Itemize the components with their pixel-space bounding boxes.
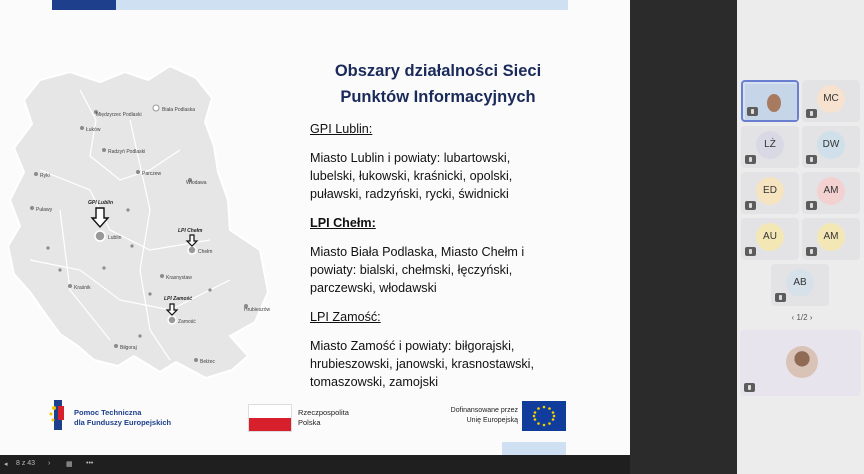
logo-text-line: Unię Europejską xyxy=(466,417,518,424)
mic-muted-icon xyxy=(806,201,817,210)
eu-flag-icon xyxy=(522,401,566,431)
town-label-radzyn: Radzyń Podlaski xyxy=(108,149,146,155)
avatar: AM xyxy=(817,177,845,205)
previous-slide-icon[interactable]: ◂ xyxy=(4,461,8,468)
slide-header-bar-light xyxy=(116,0,568,10)
mic-muted-icon xyxy=(806,155,817,164)
town-label-chelm: Chełm xyxy=(198,249,213,255)
participant-tile[interactable] xyxy=(741,172,799,214)
slide-title xyxy=(300,58,576,110)
section-header-lpi-zamosc: LPI Zamość: xyxy=(310,310,381,324)
logo-text-line: Polska xyxy=(298,418,321,427)
town-label-zamosc: Zamość xyxy=(178,319,196,325)
section-text-gpi-lublin xyxy=(310,149,570,203)
mic-muted-icon xyxy=(806,109,817,118)
avatar: ED xyxy=(756,177,784,205)
section-text-lpi-zamosc xyxy=(310,337,570,391)
mic-muted-icon xyxy=(745,201,756,210)
eu-funding-text xyxy=(434,406,518,426)
text-line: Miasto Lublin i powiaty: lubartowski, xyxy=(310,151,511,165)
participant-tile[interactable] xyxy=(802,126,860,168)
participant-tile[interactable] xyxy=(741,218,799,260)
slide-title-line1: Obszary działalności Sieci xyxy=(334,62,542,80)
town-label-lukow: Łuków xyxy=(86,127,101,133)
town-label-bilgoraj: Biłgoraj xyxy=(120,345,137,351)
pomoc-techniczna-text xyxy=(74,408,171,428)
town-dot-bilgoraj xyxy=(114,344,118,348)
callout-lpi-zamosc: LPI Zamość xyxy=(164,296,193,302)
mic-muted-icon xyxy=(747,107,758,116)
logo-text-line: Rzeczpospolita xyxy=(298,408,349,417)
town-label-miedzyrzec: Międzyrzec Podlaski xyxy=(96,112,142,118)
slide-content xyxy=(310,120,570,402)
avatar: AU xyxy=(756,223,784,251)
section-header-lpi-chelm: LPI Chełm: xyxy=(310,216,376,230)
participant-tile[interactable] xyxy=(802,218,860,260)
town-dot-chelm xyxy=(188,246,196,254)
town-dot-lublin xyxy=(95,231,105,241)
mic-muted-icon xyxy=(806,247,817,256)
mic-muted-icon xyxy=(745,155,756,164)
slide-title-line2: Punktów Informacyjnych xyxy=(340,88,536,106)
town-label-pulawy: Puławy xyxy=(36,207,53,213)
logo-text-line: dla Funduszy Europejskich xyxy=(74,418,172,427)
avatar: AB xyxy=(786,269,814,297)
pomoc-techniczna-logo xyxy=(48,398,70,432)
section-header-gpi-lublin: GPI Lublin: xyxy=(310,122,373,136)
town-dot-krasnik xyxy=(68,284,72,288)
text-line: parczewski, włodawski xyxy=(310,281,437,295)
logo-text-line: Dofinansowane przez xyxy=(450,407,518,414)
town-dot-ryki xyxy=(34,172,38,176)
town-dot-parczew xyxy=(136,170,140,174)
avatar: LŻ xyxy=(756,131,784,159)
text-line: puławski, radzyński, rycki, świdnicki xyxy=(310,187,509,201)
section-text-lpi-chelm xyxy=(310,243,570,297)
pager-next-icon[interactable]: › xyxy=(809,313,813,322)
mic-muted-icon xyxy=(745,247,756,256)
pager-label: 1/2 xyxy=(796,313,808,322)
town-dot-krasnystaw xyxy=(160,274,164,278)
avatar: DW xyxy=(817,131,845,159)
self-camera-thumbnail xyxy=(786,346,818,378)
polish-flag-icon xyxy=(248,404,292,432)
next-slide-icon[interactable]: › xyxy=(48,460,51,467)
town-label-lublin: Lublin xyxy=(108,235,122,241)
town-label-krasnystaw: Krasnystaw xyxy=(166,275,192,281)
town-dot-belzec xyxy=(194,358,198,362)
slide-header-bar-dark xyxy=(52,0,116,10)
town-label-wlodawa: Włodawa xyxy=(186,180,207,186)
presentation-toolbar xyxy=(0,455,630,474)
town-label-ryki: Ryki xyxy=(40,173,50,179)
callout-lpi-chelm: LPI Chełm xyxy=(178,228,203,234)
pager-prev-icon[interactable]: ‹ xyxy=(791,313,795,322)
town-dot-biala xyxy=(153,105,159,111)
participants-pager xyxy=(772,313,832,322)
participant-tile[interactable] xyxy=(802,80,860,122)
avatar: MC xyxy=(817,85,845,113)
rzeczpospolita-text xyxy=(298,408,349,428)
text-line: hrubieszowski, janowski, krasnostawski, xyxy=(310,357,534,371)
lubelskie-map xyxy=(0,60,280,380)
text-line: Miasto Zamość i powiaty: biłgorajski, xyxy=(310,339,515,353)
slide-footer-bar xyxy=(502,442,566,455)
town-label-belzec: Bełżec xyxy=(200,359,216,365)
town-dot-lukow xyxy=(80,126,84,130)
text-line: Miasto Biała Podlaska, Miasto Chełm i xyxy=(310,245,525,259)
more-options-icon[interactable]: ••• xyxy=(86,460,94,467)
text-line: powiaty: bialski, chełmski, łęczyński, xyxy=(310,263,513,277)
slide-footer-logos xyxy=(0,390,630,440)
town-dot-radzyn xyxy=(102,148,106,152)
town-dot-pulawy xyxy=(30,206,34,210)
page-indicator: 8 z 43 xyxy=(16,460,36,467)
mic-muted-icon xyxy=(744,383,755,392)
town-dot-zamosc xyxy=(168,316,176,324)
text-line: tomaszowski, zamojski xyxy=(310,375,439,389)
participant-tile[interactable] xyxy=(741,126,799,168)
participant-tile[interactable] xyxy=(802,172,860,214)
avatar: AM xyxy=(817,223,845,251)
participant-tile[interactable] xyxy=(771,264,829,306)
town-label-hrubieszow: Hrubieszów xyxy=(244,307,271,313)
town-label-krasnik: Kraśnik xyxy=(74,285,91,291)
mic-muted-icon xyxy=(775,293,786,302)
self-view-tile[interactable] xyxy=(740,330,861,396)
logo-text-line: Pomoc Techniczna xyxy=(74,408,142,417)
callout-gpi-lublin: GPI Lublin xyxy=(88,200,113,206)
participant-tile-active-speaker[interactable] xyxy=(741,80,799,122)
town-label-parczew: Parczew xyxy=(142,171,162,177)
text-line: lubelski, łukowski, kraśnicki, opolski, xyxy=(310,169,513,183)
town-label-biala: Biała Podlaska xyxy=(162,107,196,113)
grid-view-icon[interactable]: ▦ xyxy=(66,461,73,468)
